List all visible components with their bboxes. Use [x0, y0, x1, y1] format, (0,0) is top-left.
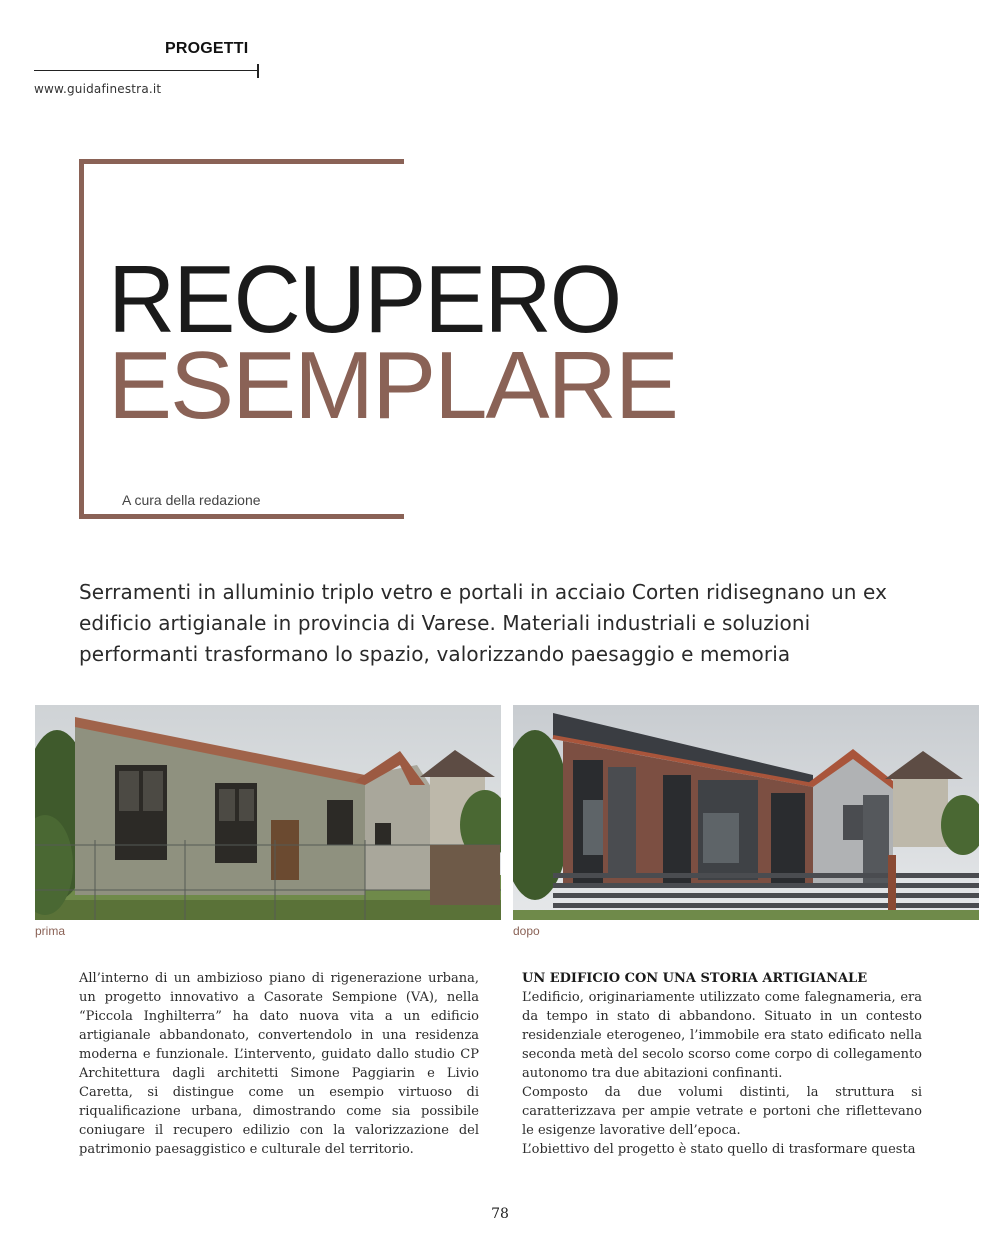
section-label: PROGETTI: [165, 40, 249, 57]
title-frame-top: [79, 159, 404, 164]
header-rule: [34, 70, 258, 71]
title-frame-left: [79, 159, 84, 519]
body-paragraph: Composto da due volumi distinti, la struttura si caratterizzava per ampie vetrate e portoni che riflettevano le esigenze lavorative dell’epoca.: [522, 1085, 922, 1138]
photo-before: [35, 705, 501, 920]
section-heading: UN EDIFICIO CON UNA STORIA ARTIGIANALE: [522, 971, 868, 986]
body-paragraph: L’obiettivo del progetto è stato quello di trasformare questa: [522, 1142, 916, 1157]
body-paragraph: All’interno di un ambizioso piano di rigenerazione urbana, un progetto innovativo a Casorate Sempione (VA), nella “Piccola Inghilterra” ha dato nuova vita a un edificio artigianale abbandonato, convertendolo in una residenza moderna e funzionale. L’intervento, guidato dallo studio CP Architettura dagli architetti Simone Paggiarin e Livio Caretta, si distingue come un esempio virtuoso di riqualificazione urbana, dimostrando come sia possibile coniugare il recupero edilizio con la valorizzazione del patrimonio paesaggistico e culturale del territorio.: [79, 971, 479, 1157]
site-url[interactable]: www.guidafinestra.it: [34, 82, 162, 96]
body-paragraph: L’edificio, originariamente utilizzato come falegnameria, era da tempo in stato di abbandono. Situato in un contesto residenziale eterogeneo, l’immobile era stato edificato nella seconda metà del secolo scorso come corpo di collegamento autonomo tra due abitazioni confinanti.: [522, 990, 922, 1081]
article-title-line1: RECUPERO: [108, 246, 621, 353]
header-rule-tick: [257, 64, 259, 78]
body-column-left: [79, 969, 479, 1159]
page-number: 78: [491, 1206, 509, 1222]
body-column-right: [522, 969, 922, 1159]
photo-after: [513, 705, 979, 920]
caption-after: dopo: [513, 924, 540, 938]
article-byline: A cura della redazione: [122, 492, 261, 508]
title-frame-bottom: [79, 514, 404, 519]
article-lead: Serramenti in alluminio triplo vetro e portali in acciaio Corten ridisegnano un ex edificio artigianale in provincia di Varese. Materiali industriali e soluzioni performanti trasformano lo spazio, valorizzando paesaggio e memoria: [79, 580, 888, 666]
caption-before: prima: [35, 924, 66, 938]
article-title-line2: ESEMPLARE: [108, 332, 677, 439]
